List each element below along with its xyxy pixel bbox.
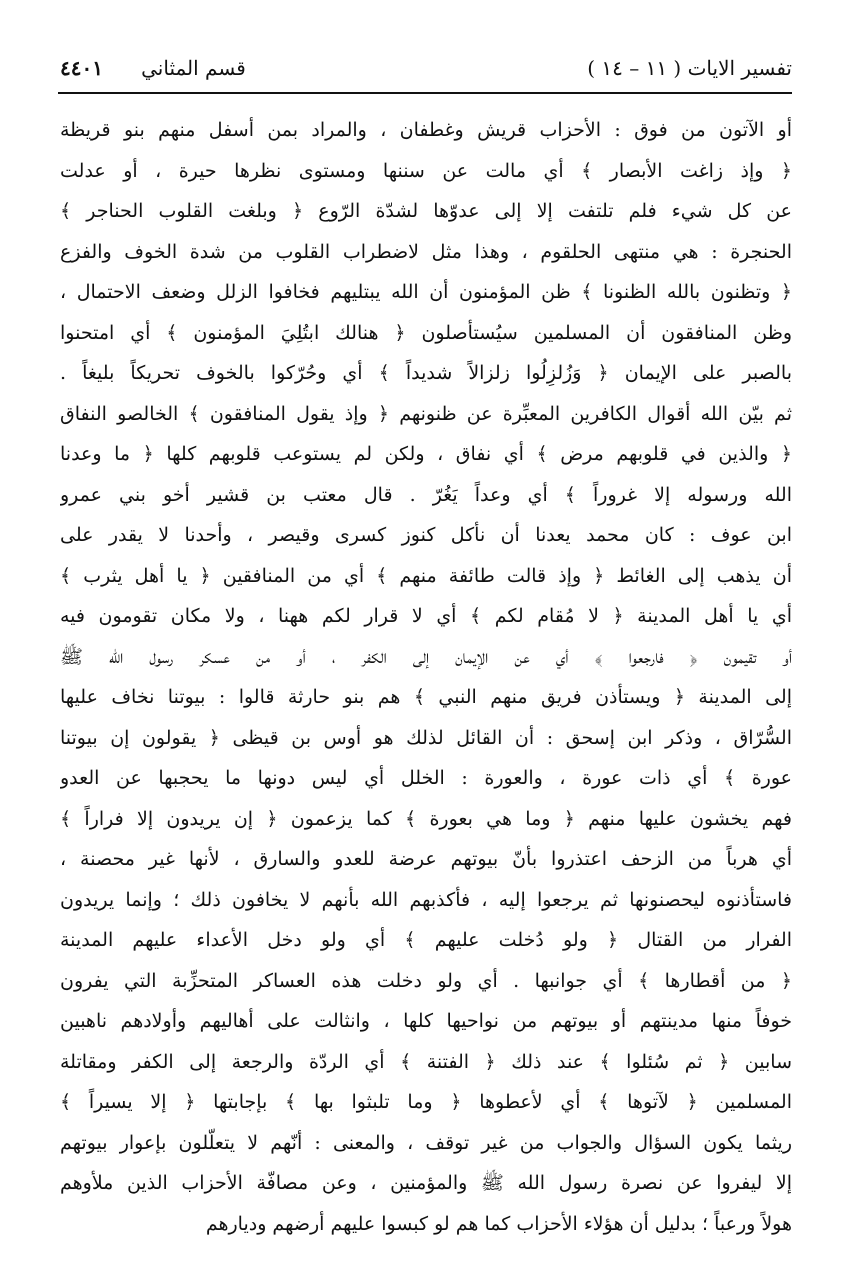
text-line: وظن المنافقون أن المسلمين سيُستأصلون ﴿ هنالك ابتُلِيَ المؤمنون ﴾ أي امتحنوا — [60, 321, 792, 344]
header-divider — [58, 92, 792, 94]
text-line: سابين ﴿ ثم سُئلوا ﴾ عند ذلك ﴿ الفتنة ﴾ أي الردّة والرجعة إلى الكفر ومقاتلة — [60, 1050, 792, 1073]
text-line: إلا ليفروا عن نصرة رسول الله ﷺ والمؤمنين ، وعن مصافّة الأحزاب الذين ملأوهم — [60, 1172, 792, 1194]
text-line: هولاً ورعباً ؛ بدليل أن هؤلاء الأحزاب كما هم لو كبسوا عليهم أرضهم وديارهم — [205, 1212, 792, 1235]
page-number: ٤٤٠١ — [60, 56, 103, 80]
section-name: قسم المثاني — [141, 56, 246, 80]
text-line: فاستأذنوه ليحصنونها ثم يرجعوا إليه ، فأكذبهم الله بأنهم لا يخافون ذلك ؛ وإنما يريدون — [60, 888, 792, 911]
text-line: فهم يخشون عليها منهم ﴿ وما هي بعورة ﴾ كما يزعمون ﴿ إن يريدون إلا فراراً ﴾ — [60, 807, 792, 830]
text-line: ﴿ وإذ زاغت الأبصار ﴾ أي مالت عن سننها ومستوى نظرها حيرة ، أو عدلت — [60, 159, 792, 182]
section-label — [60, 56, 246, 80]
text-line: ابن عوف : كان محمد يعدنا أن نأكل كنوز كسرى وقيصر ، وأحدنا لا يقدر على — [60, 524, 792, 546]
text-line: الحنجرة : هي منتهى الحلقوم ، وهذا مثل لاضطراب القلوب من شدة الخوف والفزع — [60, 240, 792, 263]
text-line: ﴿ وتظنون بالله الظنونا ﴾ ظن المؤمنون أن الله يبتليهم فخافوا الزلل وضعف الاحتمال ، — [60, 281, 792, 303]
text-line: ﴿ والذين في قلوبهم مرض ﴾ أي نفاق ، ولكن لم يستوعب قلوبهم كلها ﴿ ما وعدنا — [60, 443, 792, 465]
text-line: الفرار من القتال ﴿ ولو دُخلت عليهم ﴾ أي ولو دخل الأعداء عليهم المدينة — [60, 929, 792, 951]
text-line: ﴿ من أقطارها ﴾ أي جوانبها . أي ولو دخلت هذه العساكر المتحزِّبة التي يفرون — [60, 969, 792, 992]
text-line: أو تقيمون ﴿ فارجعوا ﴾ أي عن الإيمان إلى الكفر ، أو من عسكر رسول الله ﷺ — [60, 645, 792, 668]
text-line: المسلمين ﴿ لآتوها ﴾ أي لأعطوها ﴿ وما تلبثوا بها ﴾ بإجابتها ﴿ إلا يسيراً ﴾ — [60, 1091, 792, 1113]
text-line: السُّرّاق ، وذكر ابن إسحق : أن القائل لذلك هو أوس بن قيظى ﴿ يقولون إن بيوتنا — [60, 726, 792, 749]
text-line: إلى المدينة ﴿ ويستأذن فريق منهم النبي ﴾ هم بنو حارثة قالوا : بيوتنا نخاف عليها — [60, 686, 792, 708]
text-line: أو الآتون من فوق : الأحزاب قريش وغطفان ، والمراد بمن أسفل منهم بنو قريظة — [60, 119, 792, 141]
text-line: خوفاً منها مدينتهم أو بيوتهم من نواحيها كلها ، وانثالت على أهاليهم وأولادهم ناهبين — [60, 1010, 792, 1032]
text-line: أن يذهب إلى الغائط ﴿ وإذ قالت طائفة منهم ﴾ أي من المنافقين ﴿ يا أهل يثرب ﴾ — [60, 564, 792, 587]
text-line: الله ورسوله إلا غروراً ﴾ أي وعداً يَغُرّ . قال معتب بن قشير أخو بني عمرو — [60, 483, 792, 506]
text-line: بالصبر على الإيمان ﴿ وَزُلزِلُوا زلزالاً شديداً ﴾ أي وحُرّكوا بالخوف تحريكاً بليغاً . — [60, 362, 792, 384]
text-line: أي يا أهل المدينة ﴿ لا مُقام لكم ﴾ أي لا قرار لكم ههنا ، ولا مكان تقومون فيه — [60, 605, 792, 627]
text-line: ثم بيّن الله أقوال الكافرين المعبِّرة عن ظنونهم ﴿ وإذ يقول المنافقون ﴾ الخالصو النفاق — [60, 402, 792, 425]
page-header — [60, 52, 792, 92]
running-title: تفسير الايات ( ١١ – ١٤ ) — [587, 56, 792, 80]
text-line: أي هرباً من الزحف اعتذروا بأنّ بيوتهم عرضة للعدو والسارق ، لأنها غير محصنة ، — [60, 848, 792, 870]
text-line: ريثما يكون السؤال والجواب من غير توقف ، والمعنى : أنّهم لا يتعلّلون بإعوار بيوتهم — [60, 1131, 792, 1154]
text-line: عورة ﴾ أي ذات عورة ، والعورة : الخلل أي ليس دونها ما يحجبها عن العدو — [60, 767, 792, 789]
text-line: عن كل شيء فلم تلتفت إلا إلى عدوّها لشدّة الرّوع ﴿ وبلغت القلوب الحناجر ﴾ — [60, 200, 792, 222]
body-text — [60, 110, 792, 1244]
